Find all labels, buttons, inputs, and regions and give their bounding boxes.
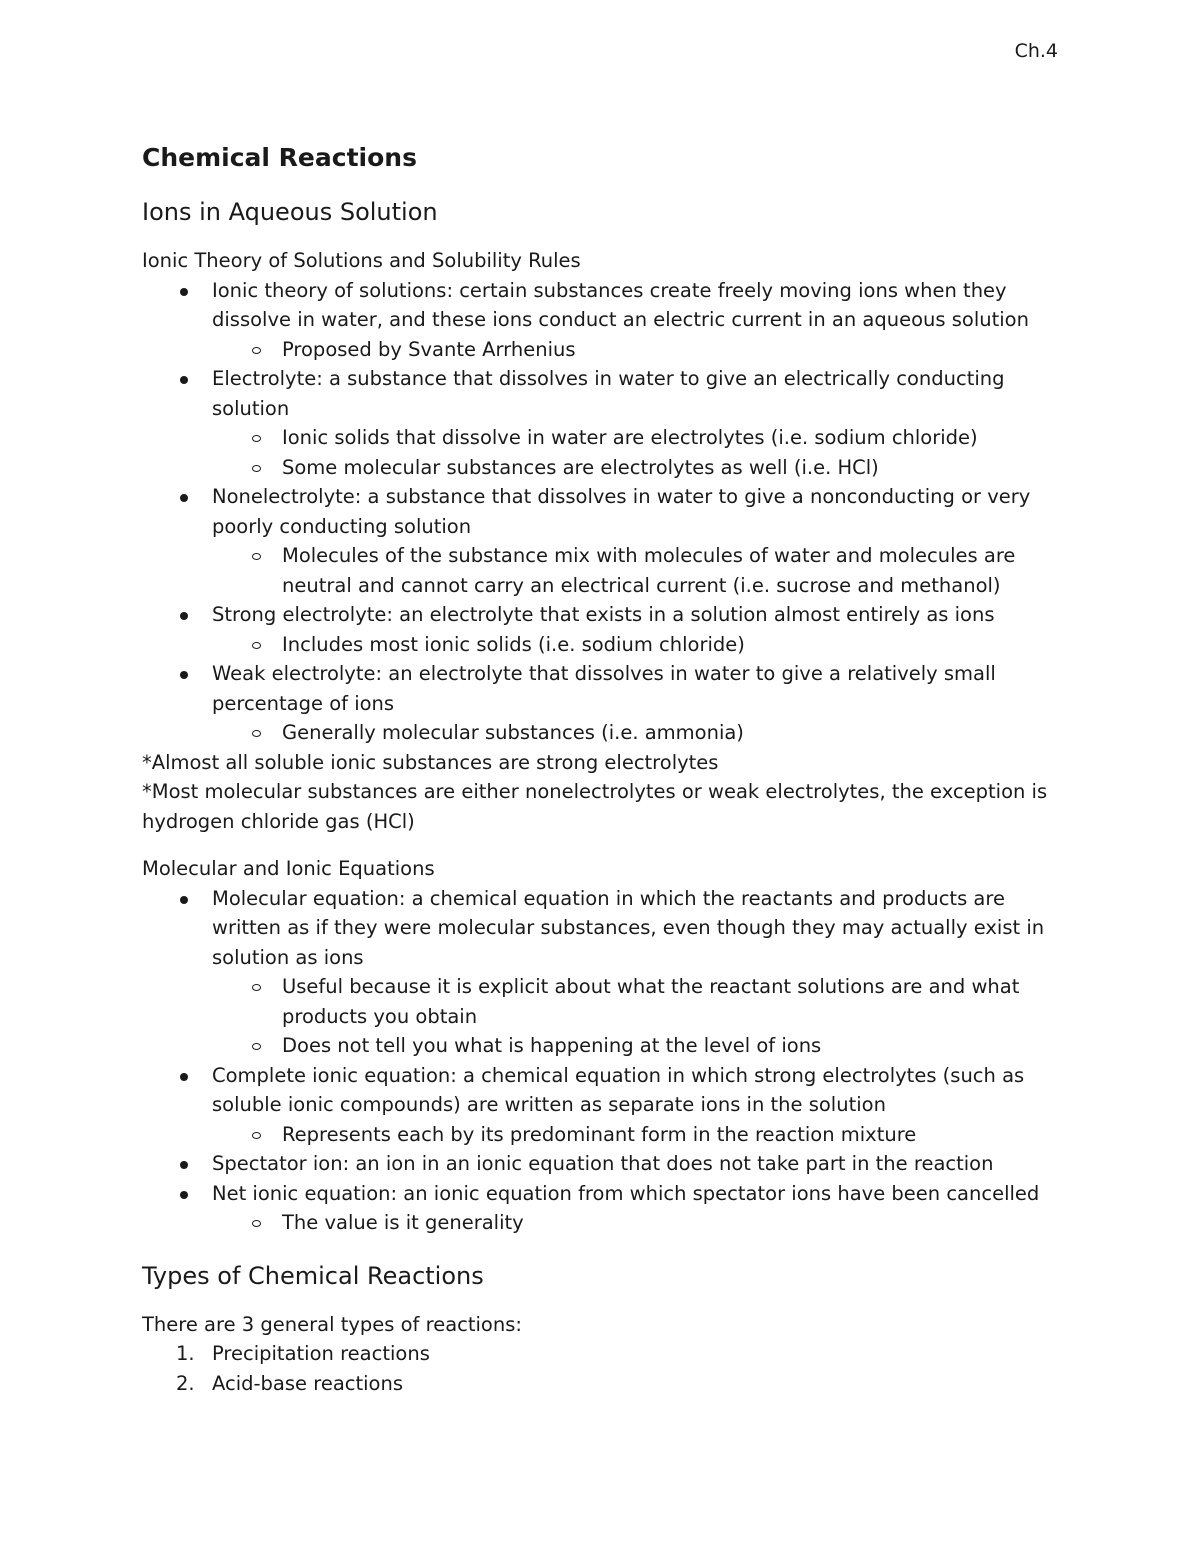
sub-item-text: The value is it generality [282,1211,524,1234]
list-item-text: Net ionic equation: an ionic equation from which spectator ions have been cancelled [212,1181,1040,1205]
sub-list-item [212,972,1062,1031]
list-item [142,600,1062,659]
sub-item-text: Some molecular substances are electrolytes as well (i.e. HCl) [282,455,879,479]
sub-list-item [212,423,1062,453]
list-item-text: Nonelectrolyte: a substance that dissolves in water to give a nonconducting or very poorly conducting solution [212,485,1031,538]
equations-block [142,854,1062,1238]
sub-list [212,335,1062,365]
sub-list-item [212,630,1062,660]
reaction-types-intro: There are 3 general types of reactions: [142,1312,522,1336]
sub-list [212,1208,1062,1238]
list-item-text: Strong electrolyte: an electrolyte that exists in a solution almost entirely as ions [212,603,995,626]
sub-list [212,718,1062,748]
sub-list [212,630,1062,660]
list-item-text: Ionic theory of solutions: certain substances create freely moving ions when they dissolve in water, and these ions conduct an electric current in an aqueous solution [212,278,1029,331]
circle-bullet-icon [252,465,261,472]
bullet-icon [180,1191,188,1199]
bullet-icon [180,896,188,904]
subsection-title-ionic-theory: Ionic Theory of Solutions and Solubility Rules [142,249,581,272]
list-item [142,1149,1062,1179]
section-heading-ions: Ions in Aqueous Solution [142,198,438,226]
sub-item-text: Includes most ionic solids (i.e. sodium chloride) [282,632,745,656]
bullet-icon [180,671,188,679]
sub-list-item [212,541,1062,600]
list-item [142,276,1062,365]
section-heading-types: Types of Chemical Reactions [142,1261,484,1290]
sub-item-text: Ionic solids that dissolve in water are electrolytes (i.e. sodium chloride) [282,426,978,449]
chapter-label: Ch.4 [1014,40,1058,62]
sub-list [212,972,1062,1061]
list-item [142,884,1062,1061]
circle-bullet-icon [252,642,261,649]
sub-item-text: Generally molecular substances (i.e. ammonia) [282,721,744,744]
document-title: Chemical Reactions [142,143,417,172]
list-item-text: Spectator ion: an ion in an ionic equation that does not take part in the reaction [212,1152,994,1175]
equations-list [142,884,1062,1238]
reaction-types-list [142,1339,1062,1398]
sub-list [212,1120,1062,1150]
circle-bullet-icon [252,1132,261,1139]
sub-list-item [212,453,1062,483]
sub-list-item [212,1120,1062,1150]
list-item-text: Weak electrolyte: an electrolyte that dissolves in water to give a relatively small percentage of ions [212,662,996,715]
sub-list [212,541,1062,600]
sub-list-item [212,718,1062,748]
ionic-theory-block [142,246,1062,836]
sub-item-text: Proposed by Svante Arrhenius [282,337,576,361]
list-item-text: Molecular equation: a chemical equation in which the reactants and products are written as if they were molecular substances, even though they may actually exist in solution as ions [212,886,1045,969]
list-item [142,482,1062,600]
circle-bullet-icon [252,347,261,354]
list-item-text: Acid-base reactions [212,1371,404,1395]
list-item-text: Precipitation reactions [212,1342,430,1365]
list-number: 1. [176,1342,195,1365]
note-text: *Almost all soluble ionic substances are strong electrolytes [142,750,719,774]
list-item-text: Electrolyte: a substance that dissolves in water to give an electrically conducting solution [212,367,1005,420]
sub-list [212,423,1062,482]
circle-bullet-icon [252,984,261,991]
circle-bullet-icon [252,1220,261,1227]
sub-item-text: Useful because it is explicit about what the reactant solutions are and what products you obtain [282,975,1020,1028]
list-item [142,1369,1062,1399]
subsection-title-equations: Molecular and Ionic Equations [142,857,435,880]
sub-list-item [212,1208,1062,1238]
document-body [142,138,1062,1416]
bullet-icon [180,1073,188,1081]
list-number: 2. [176,1371,195,1395]
list-item-text: Complete ionic equation: a chemical equation in which strong electrolytes (such as soluble ionic compounds) are written as separate ions in the solution [212,1063,1025,1116]
sub-list-item [212,1031,1062,1061]
bullet-icon [180,288,188,296]
circle-bullet-icon [252,1043,261,1050]
list-item [142,1339,1062,1369]
bullet-icon [180,494,188,502]
note-text: *Most molecular substances are either nonelectrolytes or weak electrolytes, the exception is hydrogen chloride gas (HCl) [142,780,1048,833]
sub-item-text: Molecules of the substance mix with molecules of water and molecules are neutral and cannot carry an electrical current (i.e. sucrose and methanol) [282,544,1016,597]
sub-item-text: Represents each by its predominant form in the reaction mixture [282,1122,917,1146]
reaction-types-block [142,1310,1062,1399]
list-item [142,364,1062,482]
bullet-icon [180,612,188,620]
circle-bullet-icon [252,435,261,442]
ionic-theory-list [142,276,1062,748]
list-item [142,659,1062,748]
sub-list-item [212,335,1062,365]
list-item [142,1179,1062,1238]
circle-bullet-icon [252,553,261,560]
bullet-icon [180,1161,188,1169]
sub-item-text: Does not tell you what is happening at the level of ions [282,1034,822,1057]
list-item [142,1061,1062,1150]
bullet-icon [180,376,188,384]
circle-bullet-icon [252,730,261,737]
